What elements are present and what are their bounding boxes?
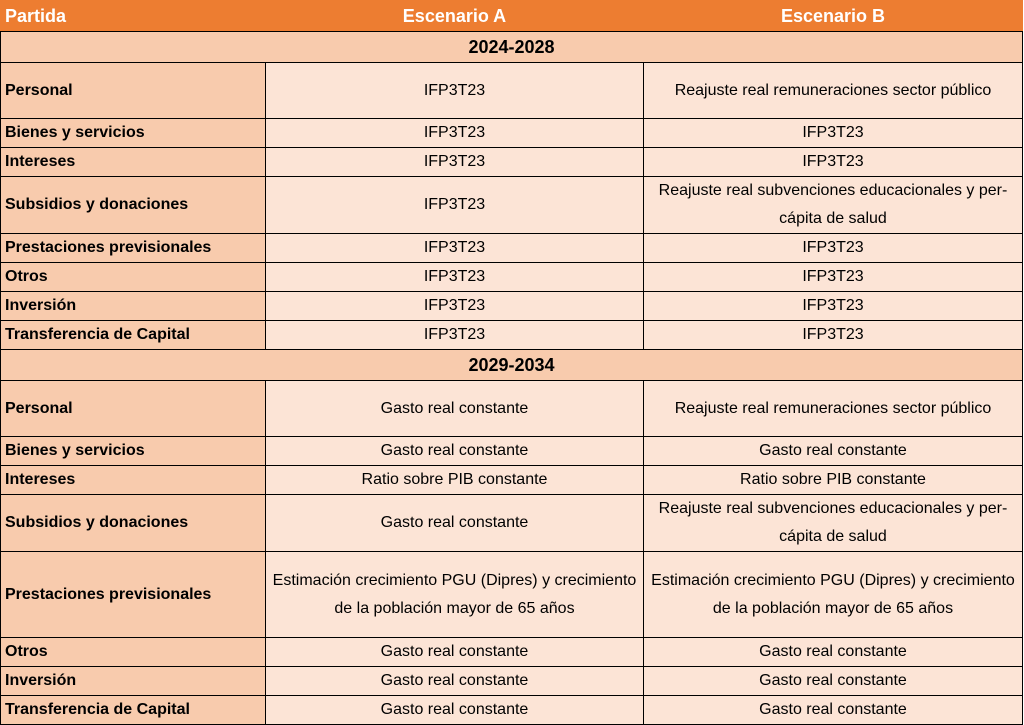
cell-escenario-a: IFP3T23 (266, 119, 644, 148)
header-escenario-a: Escenario A (266, 1, 644, 32)
row-label: Transferencia de Capital (1, 696, 266, 725)
row-label: Inversión (1, 292, 266, 321)
row-label: Bienes y servicios (1, 119, 266, 148)
period-row (1, 350, 1023, 381)
header-partida: Partida (1, 1, 266, 32)
period-row (1, 32, 1023, 63)
row-label: Personal (1, 63, 266, 119)
cell-escenario-b: Gasto real constante (644, 638, 1023, 667)
table-row (1, 148, 1023, 177)
table-row (1, 263, 1023, 292)
cell-escenario-a: IFP3T23 (266, 63, 644, 119)
row-label: Prestaciones previsionales (1, 234, 266, 263)
cell-escenario-b: IFP3T23 (644, 321, 1023, 350)
cell-escenario-b: Gasto real constante (644, 437, 1023, 466)
table-row (1, 292, 1023, 321)
table-row (1, 63, 1023, 119)
table-row (1, 667, 1023, 696)
cell-escenario-a: Gasto real constante (266, 638, 644, 667)
cell-escenario-a: IFP3T23 (266, 263, 644, 292)
cell-escenario-a: IFP3T23 (266, 292, 644, 321)
cell-escenario-b: IFP3T23 (644, 263, 1023, 292)
table-row (1, 466, 1023, 495)
row-label: Intereses (1, 466, 266, 495)
cell-escenario-a: IFP3T23 (266, 234, 644, 263)
cell-escenario-a: IFP3T23 (266, 177, 644, 234)
cell-escenario-a: Gasto real constante (266, 381, 644, 437)
cell-escenario-b: IFP3T23 (644, 234, 1023, 263)
cell-escenario-a: Estimación crecimiento PGU (Dipres) y crecimiento de la población mayor de 65 años (266, 552, 644, 638)
cell-escenario-b: IFP3T23 (644, 119, 1023, 148)
table-row (1, 381, 1023, 437)
row-label: Intereses (1, 148, 266, 177)
row-label: Personal (1, 381, 266, 437)
table-row (1, 495, 1023, 552)
cell-escenario-b: Ratio sobre PIB constante (644, 466, 1023, 495)
header-row (1, 1, 1023, 32)
period-label: 2029-2034 (1, 350, 1023, 381)
cell-escenario-b: Estimación crecimiento PGU (Dipres) y crecimiento de la población mayor de 65 años (644, 552, 1023, 638)
cell-escenario-b: Reajuste real subvenciones educacionales y per-cápita de salud (644, 177, 1023, 234)
table-row (1, 119, 1023, 148)
cell-escenario-a: IFP3T23 (266, 148, 644, 177)
row-label: Bienes y servicios (1, 437, 266, 466)
cell-escenario-a: Gasto real constante (266, 696, 644, 725)
cell-escenario-b: Reajuste real remuneraciones sector público (644, 381, 1023, 437)
cell-escenario-b: Reajuste real subvenciones educacionales y per-cápita de salud (644, 495, 1023, 552)
cell-escenario-a: Gasto real constante (266, 495, 644, 552)
cell-escenario-a: Gasto real constante (266, 437, 644, 466)
cell-escenario-b: IFP3T23 (644, 292, 1023, 321)
table-row (1, 321, 1023, 350)
table-row (1, 234, 1023, 263)
cell-escenario-b: IFP3T23 (644, 148, 1023, 177)
table-row (1, 638, 1023, 667)
row-label: Otros (1, 263, 266, 292)
table-row (1, 696, 1023, 725)
table-row (1, 177, 1023, 234)
row-label: Subsidios y donaciones (1, 495, 266, 552)
row-label: Otros (1, 638, 266, 667)
row-label: Inversión (1, 667, 266, 696)
table-row (1, 552, 1023, 638)
period-label: 2024-2028 (1, 32, 1023, 63)
row-label: Subsidios y donaciones (1, 177, 266, 234)
cell-escenario-b: Reajuste real remuneraciones sector público (644, 63, 1023, 119)
header-escenario-b: Escenario B (644, 1, 1023, 32)
cell-escenario-a: IFP3T23 (266, 321, 644, 350)
table-row (1, 437, 1023, 466)
row-label: Prestaciones previsionales (1, 552, 266, 638)
cell-escenario-a: Gasto real constante (266, 667, 644, 696)
cell-escenario-a: Ratio sobre PIB constante (266, 466, 644, 495)
row-label: Transferencia de Capital (1, 321, 266, 350)
cell-escenario-b: Gasto real constante (644, 696, 1023, 725)
cell-escenario-b: Gasto real constante (644, 667, 1023, 696)
